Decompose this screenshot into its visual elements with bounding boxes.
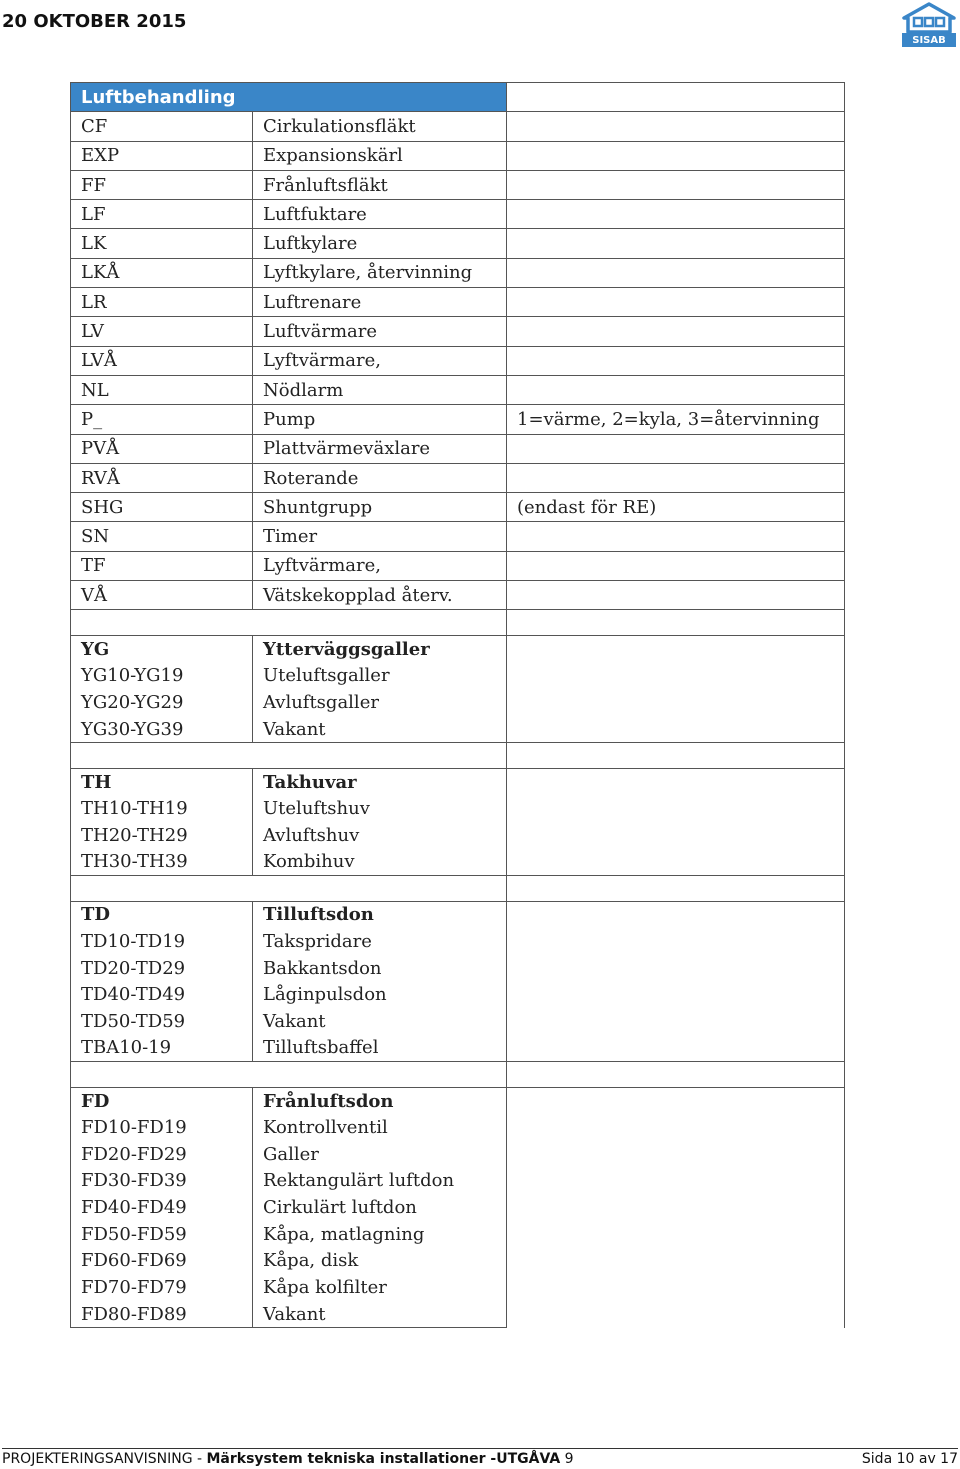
page-footer <box>2 1448 958 1467</box>
item-name: Uteluftsgaller <box>253 663 507 690</box>
table-row <box>71 405 845 434</box>
item-code: TD10-TD19 <box>71 928 253 955</box>
sisab-logo <box>900 2 958 48</box>
name-cell: Pump <box>253 405 507 434</box>
name-cell: Plattvärmeväxlare <box>253 434 507 463</box>
code-cell: PVÅ <box>71 434 253 463</box>
code-cell: SN <box>71 522 253 551</box>
item-code: TD50-TD59 <box>71 1008 253 1035</box>
code-cell: LR <box>71 288 253 317</box>
item-name: Låginpulsdon <box>253 981 507 1008</box>
table-row <box>71 317 845 346</box>
table-row <box>71 141 845 170</box>
table-row <box>71 581 845 610</box>
note-cell <box>507 551 845 580</box>
note-cell <box>507 581 845 610</box>
table-row <box>71 112 845 141</box>
note-cell <box>507 522 845 551</box>
table-row <box>71 551 845 580</box>
item-name: Tilluftsbaffel <box>253 1035 507 1062</box>
code-cell: P_ <box>71 405 253 434</box>
item-code: FD10-FD19 <box>71 1114 253 1141</box>
logo-text: SISAB <box>912 35 946 46</box>
item-code: FD60-FD69 <box>71 1248 253 1275</box>
empty-cell <box>71 610 507 636</box>
empty-cell <box>507 83 845 112</box>
table-row <box>71 258 845 287</box>
table-row <box>71 493 845 522</box>
code-cell: LVÅ <box>71 346 253 375</box>
name-cell: Roterande <box>253 463 507 492</box>
code-cell: VÅ <box>71 581 253 610</box>
table-row <box>71 170 845 199</box>
note-cell <box>507 463 845 492</box>
name-cell: Expansionskärl <box>253 141 507 170</box>
item-name: Galler <box>253 1141 507 1168</box>
code-cell: LKÅ <box>71 258 253 287</box>
table-row <box>71 346 845 375</box>
note-cell <box>507 288 845 317</box>
footer-page-number: Sida 10 av 17 <box>861 1451 958 1467</box>
item-code: FD20-FD29 <box>71 1141 253 1168</box>
table-row <box>71 522 845 551</box>
code-cell: TF <box>71 551 253 580</box>
code-cell: SHG <box>71 493 253 522</box>
spacer-row <box>71 610 845 636</box>
footer-document-title: PROJEKTERINGSANVISNING - Märksystem tekniska installationer -UTGÅVA 9 <box>2 1451 574 1467</box>
item-code: FD50-FD59 <box>71 1221 253 1248</box>
group-code: FD <box>71 1087 253 1114</box>
item-code: TD20-TD29 <box>71 955 253 982</box>
item-code: TH10-TH19 <box>71 795 253 822</box>
note-cell <box>507 170 845 199</box>
name-cell: Shuntgrupp <box>253 493 507 522</box>
item-name: Vakant <box>253 1008 507 1035</box>
group-code: TD <box>71 901 253 928</box>
code-cell: LV <box>71 317 253 346</box>
empty-cell <box>507 1061 845 1087</box>
group-code: TH <box>71 769 253 796</box>
table-row <box>71 200 845 229</box>
empty-cell <box>507 901 845 1061</box>
item-code: TH30-TH39 <box>71 849 253 876</box>
item-name: Kontrollventil <box>253 1114 507 1141</box>
item-name: Kåpa kolfilter <box>253 1274 507 1301</box>
table-row <box>71 229 845 258</box>
item-code: YG10-YG19 <box>71 663 253 690</box>
table-heading-row <box>71 83 845 112</box>
name-cell: Timer <box>253 522 507 551</box>
item-name: Uteluftshuv <box>253 795 507 822</box>
item-name: Avluftsgaller <box>253 689 507 716</box>
name-cell: Luftrenare <box>253 288 507 317</box>
name-cell: Luftfuktare <box>253 200 507 229</box>
table-row <box>71 375 845 404</box>
spacer-row <box>71 743 845 769</box>
note-cell <box>507 375 845 404</box>
empty-cell <box>507 769 845 876</box>
item-name: Cirkulärt luftdon <box>253 1194 507 1221</box>
item-name: Bakkantsdon <box>253 955 507 982</box>
group-header-row <box>71 636 845 663</box>
empty-cell <box>71 1061 507 1087</box>
name-cell: Cirkulationsfläkt <box>253 112 507 141</box>
code-cell: FF <box>71 170 253 199</box>
spacer-row <box>71 875 845 901</box>
item-name: Kåpa, disk <box>253 1248 507 1275</box>
note-cell <box>507 112 845 141</box>
group-code: YG <box>71 636 253 663</box>
group-name: Frånluftsdon <box>253 1087 507 1114</box>
code-cell: EXP <box>71 141 253 170</box>
empty-cell <box>507 610 845 636</box>
item-code: FD30-FD39 <box>71 1168 253 1195</box>
code-cell: CF <box>71 112 253 141</box>
section-heading: Luftbehandling <box>71 83 507 112</box>
code-cell: NL <box>71 375 253 404</box>
table-row <box>71 288 845 317</box>
item-code: YG20-YG29 <box>71 689 253 716</box>
item-code: TBA10-19 <box>71 1035 253 1062</box>
code-cell: LK <box>71 229 253 258</box>
name-cell: Vätskekopplad återv. <box>253 581 507 610</box>
item-code: FD70-FD79 <box>71 1274 253 1301</box>
note-cell <box>507 141 845 170</box>
table-row <box>71 463 845 492</box>
item-name: Kombihuv <box>253 849 507 876</box>
empty-cell <box>71 743 507 769</box>
item-name: Kåpa, matlagning <box>253 1221 507 1248</box>
note-cell: 1=värme, 2=kyla, 3=återvinning <box>507 405 845 434</box>
code-table <box>70 82 845 1328</box>
code-cell: LF <box>71 200 253 229</box>
group-header-row <box>71 1087 845 1114</box>
empty-cell <box>507 1087 845 1327</box>
empty-cell <box>507 743 845 769</box>
name-cell: Nödlarm <box>253 375 507 404</box>
note-cell: (endast för RE) <box>507 493 845 522</box>
empty-cell <box>507 636 845 743</box>
group-name: Tilluftsdon <box>253 901 507 928</box>
item-name: Vakant <box>253 716 507 743</box>
name-cell: Luftkylare <box>253 229 507 258</box>
note-cell <box>507 258 845 287</box>
group-name: Takhuvar <box>253 769 507 796</box>
name-cell: Lyftvärmare, <box>253 346 507 375</box>
note-cell <box>507 229 845 258</box>
note-cell <box>507 434 845 463</box>
item-name: Rektangulärt luftdon <box>253 1168 507 1195</box>
item-name: Takspridare <box>253 928 507 955</box>
empty-cell <box>71 875 507 901</box>
item-name: Avluftshuv <box>253 822 507 849</box>
name-cell: Frånluftsfläkt <box>253 170 507 199</box>
empty-cell <box>507 875 845 901</box>
group-header-row <box>71 901 845 928</box>
document-date: 20 OKTOBER 2015 <box>2 11 187 32</box>
note-cell <box>507 317 845 346</box>
item-name: Vakant <box>253 1301 507 1328</box>
note-cell <box>507 200 845 229</box>
table-row <box>71 434 845 463</box>
item-code: TD40-TD49 <box>71 981 253 1008</box>
group-header-row <box>71 769 845 796</box>
group-name: Ytterväggsgaller <box>253 636 507 663</box>
name-cell: Lyftkylare, återvinning <box>253 258 507 287</box>
spacer-row <box>71 1061 845 1087</box>
item-code: FD80-FD89 <box>71 1301 253 1328</box>
item-code: YG30-YG39 <box>71 716 253 743</box>
item-code: FD40-FD49 <box>71 1194 253 1221</box>
name-cell: Luftvärmare <box>253 317 507 346</box>
item-code: TH20-TH29 <box>71 822 253 849</box>
note-cell <box>507 346 845 375</box>
name-cell: Lyftvärmare, <box>253 551 507 580</box>
code-cell: RVÅ <box>71 463 253 492</box>
